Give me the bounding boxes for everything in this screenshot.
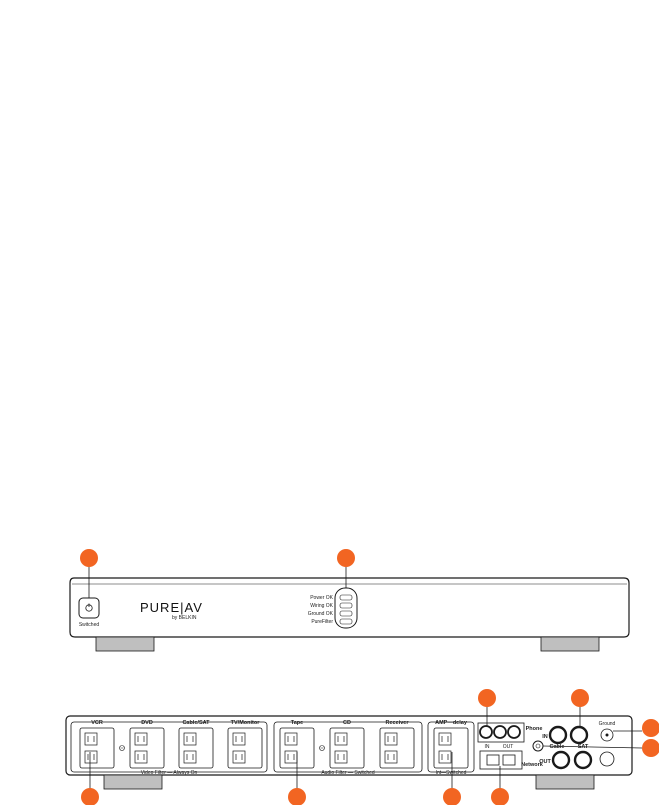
back-foot-left [104,775,162,789]
coax-cable-connector[interactable] [533,741,543,751]
outlet-label-vcr: VCR [91,720,103,726]
brand-sub: by BELKIN [172,615,197,621]
coax-in-label: IN [542,734,548,740]
outlet-label-cable-sat: Cable/SAT [182,720,210,726]
indicator-wiring: Wiring OK [310,603,333,609]
network-label: Network [521,762,543,768]
outlet-dvd[interactable] [130,728,164,768]
phone-in-label: IN [484,744,490,750]
outlet-cd[interactable] [330,728,364,768]
phone-label: Phone [525,726,543,732]
callout-ground [642,719,659,737]
callout-network [491,788,509,805]
switch-label: Switched [78,622,100,628]
mount-screw [120,746,125,751]
coax-out-label: OUT [539,759,551,765]
indicator-window [335,588,357,628]
callout-power-switch [80,549,98,567]
outlet-label-amp: AMP—delay [435,720,467,726]
video-filter-caption: Video Filter — Always On [140,770,198,776]
front-foot-left [96,637,154,651]
network-jack[interactable] [480,751,522,769]
front-panel [70,549,629,651]
back-panel [66,689,659,805]
mount-screw [320,746,325,751]
phone-out-label: OUT [502,744,514,750]
ground-terminal[interactable] [601,729,613,741]
indicator-ground: Ground OK [307,611,333,617]
brand-logo: PURE|AV [140,600,203,615]
indicator-power: Power OK [310,595,333,601]
outlet-receiver[interactable] [380,728,414,768]
outlet-label-cd: CD [343,720,351,726]
ground-label: Ground [598,721,616,727]
outlet-label-tv-monitor: TV/Monitor [230,720,260,726]
audio-filter-caption: Audio Filter — Switched [321,770,375,776]
back-foot-right [536,775,594,789]
outlet-label-tape: Tape [290,720,304,726]
outlet-label-receiver: Receiver [385,720,409,726]
phone-jacks[interactable] [478,723,524,742]
callout-phone [478,689,496,707]
callout-cable [642,739,659,757]
outlet-amp[interactable] [434,728,468,768]
callout-video-outlets [81,788,99,805]
callout-audio-outlets [288,788,306,805]
cable-label: Cable [549,744,565,750]
outlet-cable-sat[interactable] [179,728,213,768]
extra-port [600,752,614,766]
outlet-tv-monitor[interactable] [228,728,262,768]
callout-coax [571,689,589,707]
front-foot-right [541,637,599,651]
power-button[interactable] [79,598,99,618]
outlet-vcr[interactable] [80,728,114,768]
callout-amp-outlet [443,788,461,805]
callout-indicators [337,549,355,567]
outlet-label-dvd: DVD [141,720,153,726]
indicator-purefilter: PureFilter [311,619,333,625]
amp-caption: Int—Switched [435,770,467,776]
